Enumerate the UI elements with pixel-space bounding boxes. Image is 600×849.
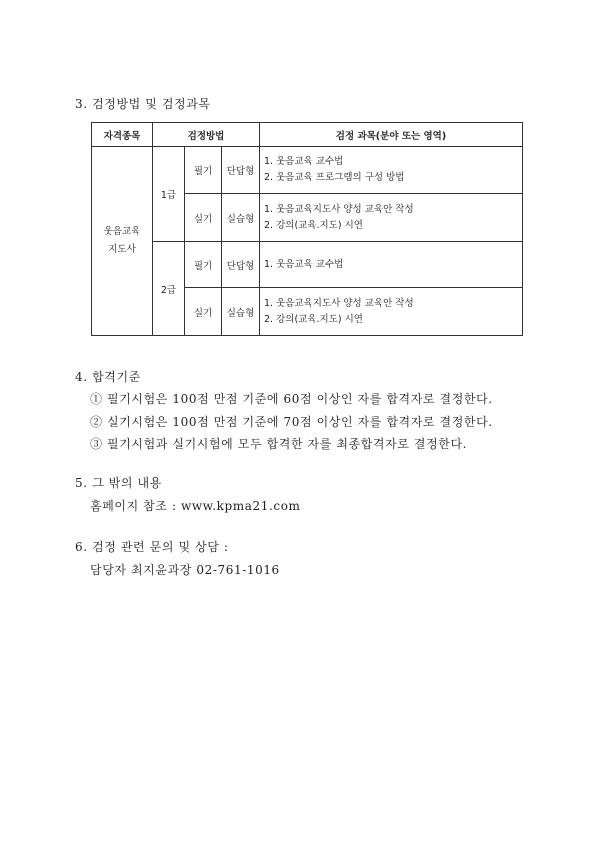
subjects-cell [260, 288, 523, 336]
table-header-row [92, 123, 523, 147]
subjects-cell [260, 194, 523, 242]
exam-type-cell: 실기 [185, 288, 222, 336]
contact-line: 담당자 최지윤과장 02-761-1016 [90, 563, 280, 577]
exam-format-cell: 실습형 [222, 194, 260, 242]
section-4-title: 4. 합격기준 [75, 370, 141, 384]
header-qualification: 자격종목 [92, 123, 153, 147]
subject-item: 1. 웃음교육 교수법 [264, 156, 344, 167]
subject-item: 1. 웃음교육 교수법 [264, 258, 344, 270]
subject-item: 1. 웃음교육지도사 양성 교육안 작성 [264, 203, 414, 215]
header-subjects: 검정 과목(분야 또는 영역) [260, 123, 523, 147]
exam-type-cell: 필기 [185, 147, 222, 194]
exam-method-table [91, 122, 523, 336]
qualification-name: 웃음교육 지도사 [103, 226, 141, 255]
table-row [92, 242, 523, 288]
section-5-title: 5. 그 밖의 내용 [75, 476, 162, 490]
grade-cell: 2급 [153, 242, 185, 336]
exam-type-cell: 실기 [185, 194, 222, 242]
exam-type-cell: 필기 [185, 242, 222, 288]
criteria-item-2: ② 실기시험은 100점 만점 기준에 70점 이상인 자를 합격자로 결정한다. [90, 415, 493, 429]
header-method: 검정방법 [153, 123, 260, 147]
subject-item: 2. 강의(교육.지도) 시연 [264, 219, 363, 231]
subjects-cell [260, 147, 523, 194]
criteria-item-3: ③ 필기시험과 실기시험에 모두 합격한 자를 최종합격자로 결정한다. [90, 437, 468, 451]
subject-item: 2. 강의(교육.지도) 시연 [264, 313, 363, 325]
qualification-cell [92, 147, 153, 336]
subjects-cell [260, 242, 523, 288]
homepage-reference: 홈페이지 참조 : www.kpma21.com [90, 499, 301, 513]
exam-format-cell: 단답형 [222, 147, 260, 194]
exam-format-cell: 실습형 [222, 288, 260, 336]
grade-cell: 1급 [153, 147, 185, 242]
subject-item: 1. 웃음교육지도사 양성 교육안 작성 [264, 297, 414, 309]
section-3-title: 3. 검정방법 및 검정과목 [75, 97, 211, 111]
subject-item: 2. 웃음교육 프로그램의 구성 방법 [264, 172, 405, 183]
section-6-title: 6. 검정 관련 문의 및 상담 : [75, 540, 229, 554]
criteria-item-1: ① 필기시험은 100점 만점 기준에 60점 이상인 자를 합격자로 결정한다. [90, 392, 493, 406]
table-row [92, 147, 523, 194]
exam-format-cell: 단답형 [222, 242, 260, 288]
